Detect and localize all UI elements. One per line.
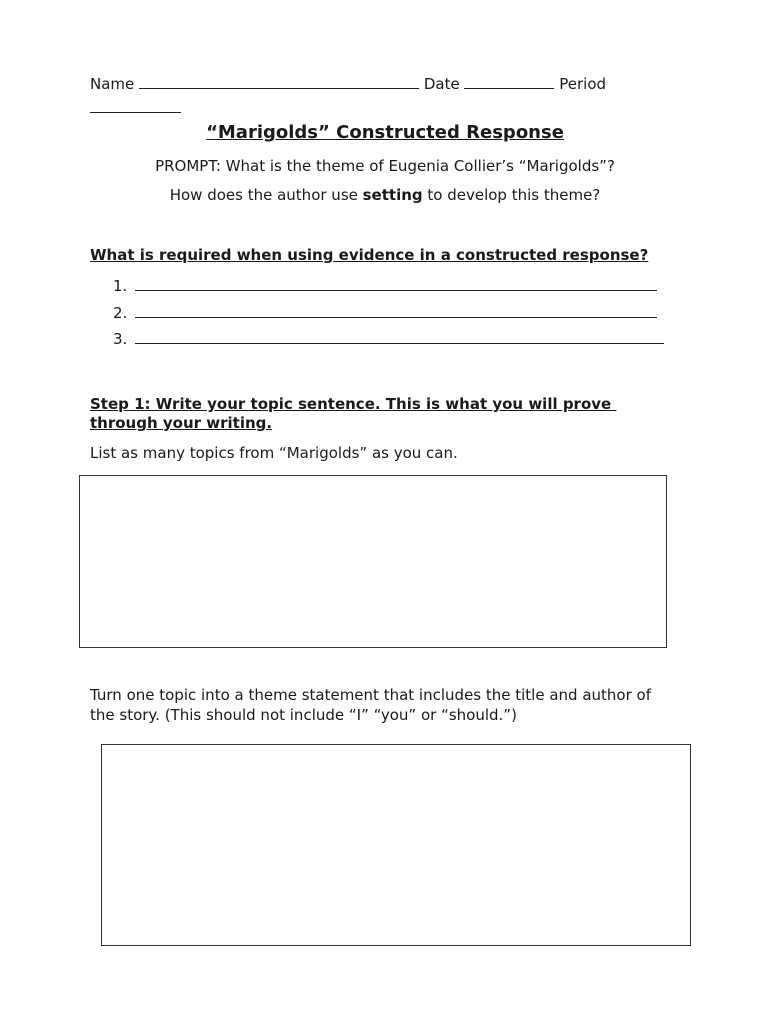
period-label: Period: [559, 75, 607, 93]
theme-instruction-line-1: Turn one topic into a theme statement that includes the title and author of: [90, 686, 651, 704]
evidence-answer-line-3[interactable]: [135, 329, 664, 344]
evidence-answer-line-1[interactable]: [135, 276, 657, 291]
name-field[interactable]: [139, 74, 419, 89]
prompt-text-before: How does the author use: [169, 186, 363, 204]
date-field[interactable]: [464, 74, 554, 89]
evidence-item-3: [113, 329, 664, 348]
theme-instruction-line-2: the story. (This should not include “I” “you” or “should.”): [90, 706, 517, 724]
prompt-line-1: PROMPT: What is the theme of Eugenia Collier’s “Marigolds”?: [155, 157, 615, 175]
evidence-item-number: 2.: [113, 304, 128, 322]
page-title: “Marigolds” Constructed Response: [206, 122, 564, 143]
evidence-heading: What is required when using evidence in a constructed response?: [90, 246, 649, 264]
date-label: Date: [423, 75, 460, 93]
step1-instruction: List as many topics from “Marigolds” as you can.: [90, 444, 458, 462]
topics-answer-box[interactable]: [79, 475, 667, 648]
evidence-item-2: [113, 303, 657, 322]
period-field[interactable]: [90, 98, 181, 113]
theme-statement-box[interactable]: [101, 744, 691, 946]
prompt-bold-word: setting: [362, 186, 423, 204]
step1-heading-line-1: Step 1: Write your topic sentence. This is what you will prove: [90, 395, 617, 413]
name-label: Name: [90, 75, 135, 93]
step1-heading-line-2: through your writing.: [90, 414, 273, 432]
evidence-item-1: [113, 276, 657, 295]
prompt-text-after: to develop this theme?: [422, 186, 601, 204]
evidence-answer-line-2[interactable]: [135, 303, 657, 318]
header-row: [90, 74, 730, 93]
prompt-line-2: [0, 186, 770, 204]
evidence-item-number: 1.: [113, 277, 128, 295]
evidence-item-number: 3.: [113, 330, 128, 348]
